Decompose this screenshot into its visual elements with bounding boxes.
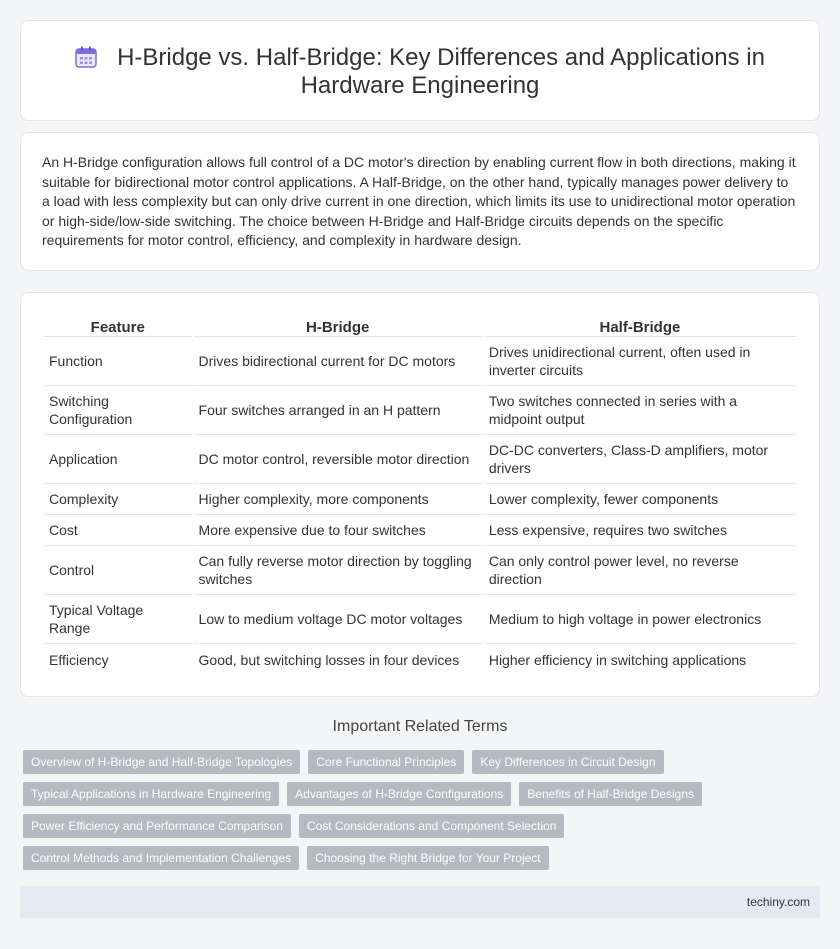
page-header (61, 44, 779, 100)
site-name[interactable]: techiny.com (746, 895, 810, 909)
half-bridge-cell: Medium to high voltage in power electronics (484, 595, 796, 644)
intro-paragraph: An H-Bridge configuration allows full control of a DC motor's direction by enabling current flow in both directions, making it suitable for bidirectional motor control applications. A Half-Bridge, on the other hand, typically manages power delivery to a load with less complexity but can only drive current in one direction, which limits its use to unidirectional motor operation or high-side/low-side switching. The choice between H-Bridge and Half-Bridge circuits depends on the specific requirements for motor control, efficiency, and complexity in hardware design. (42, 154, 796, 248)
header-feature: Feature (44, 311, 192, 337)
comparison-card (20, 292, 820, 697)
feature-cell: Application (44, 435, 192, 484)
half-bridge-cell: Two switches connected in series with a midpoint output (484, 386, 796, 435)
feature-cell: Efficiency (49, 651, 109, 668)
table-row (44, 337, 796, 386)
footer-bar (20, 886, 820, 918)
related-terms-tags (23, 750, 823, 878)
h-bridge-cell: Drives bidirectional current for DC motors (194, 337, 482, 386)
table-row (44, 644, 796, 675)
half-bridge-cell: Drives unidirectional current, often used in inverter circuits (484, 337, 796, 386)
related-term-tag[interactable]: Choosing the Right Bridge for Your Project (307, 846, 548, 870)
half-bridge-cell: Lower complexity, fewer components (484, 484, 796, 515)
h-bridge-cell: Low to medium voltage DC motor voltages (194, 595, 482, 644)
related-term-tag[interactable]: Advantages of H-Bridge Configurations (287, 782, 511, 806)
h-bridge-cell: Higher complexity, more components (194, 484, 482, 515)
table-row (44, 595, 796, 644)
table-row (44, 435, 796, 484)
feature-cell: Switching Configuration (44, 386, 192, 435)
related-term-tag[interactable]: Core Functional Principles (308, 750, 464, 774)
title-card (20, 20, 820, 121)
h-bridge-cell: DC motor control, reversible motor direction (194, 435, 482, 484)
page-title: H-Bridge vs. Half-Bridge: Key Differences and Applications in Hardware Engineering (117, 44, 765, 99)
half-bridge-cell: Less expensive, requires two switches (484, 515, 796, 546)
table-row (44, 484, 796, 515)
intro-card (20, 132, 820, 271)
h-bridge-cell: Good, but switching losses in four devices (198, 651, 460, 668)
header-h-bridge: H-Bridge (194, 311, 482, 337)
table-row (44, 546, 796, 595)
related-term-tag[interactable]: Control Methods and Implementation Challenges (23, 846, 299, 870)
feature-cell: Function (44, 337, 192, 386)
table-row (44, 386, 796, 435)
feature-cell: Cost (44, 515, 192, 546)
feature-cell: Typical Voltage Range (44, 595, 192, 644)
h-bridge-cell: Four switches arranged in an H pattern (194, 386, 482, 435)
header-half-bridge: Half-Bridge (484, 311, 796, 337)
half-bridge-cell: Can only control power level, no reverse direction (484, 546, 796, 595)
calendar-icon (75, 46, 97, 68)
comparison-table (42, 311, 798, 675)
related-term-tag[interactable]: Overview of H-Bridge and Half-Bridge Topologies (23, 750, 300, 774)
related-term-tag[interactable]: Benefits of Half-Bridge Designs (519, 782, 702, 806)
table-header-row (44, 311, 796, 337)
h-bridge-cell: Can fully reverse motor direction by toggling switches (194, 546, 482, 595)
half-bridge-cell: DC-DC converters, Class-D amplifiers, motor drivers (484, 435, 796, 484)
related-term-tag[interactable]: Power Efficiency and Performance Comparison (23, 814, 291, 838)
related-terms-heading: Important Related Terms (332, 718, 508, 735)
h-bridge-cell: More expensive due to four switches (194, 515, 482, 546)
related-term-tag[interactable]: Typical Applications in Hardware Engineering (23, 782, 279, 806)
feature-cell: Control (44, 546, 192, 595)
related-term-tag[interactable]: Key Differences in Circuit Design (472, 750, 663, 774)
related-term-tag[interactable]: Cost Considerations and Component Selection (299, 814, 564, 838)
table-row (44, 515, 796, 546)
half-bridge-cell: Higher efficiency in switching applications (488, 651, 747, 668)
feature-cell: Complexity (44, 484, 192, 515)
